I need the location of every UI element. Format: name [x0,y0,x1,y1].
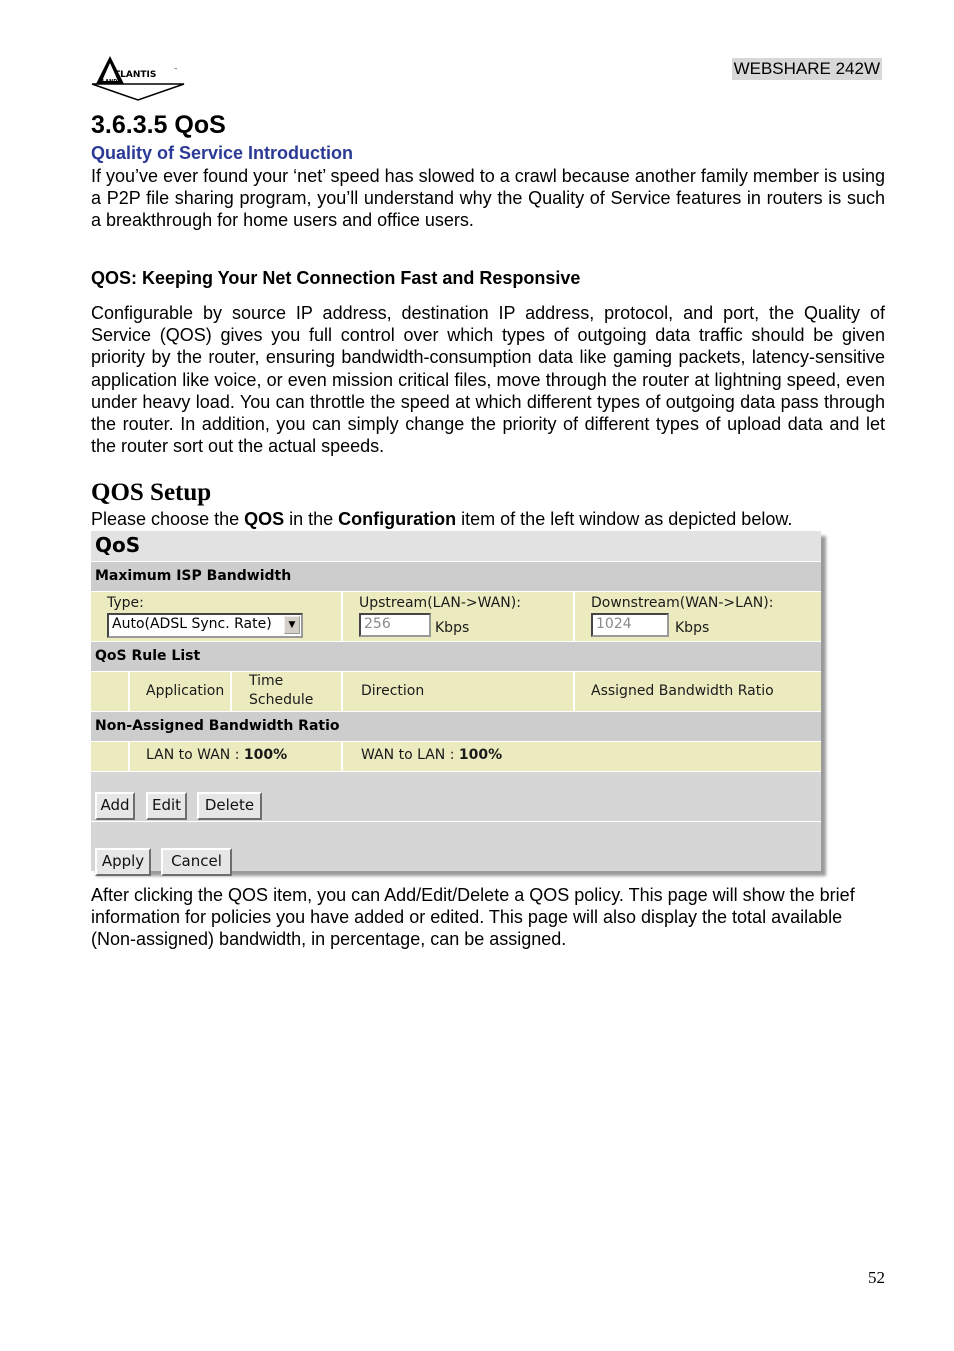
wan-to-lan-cell [341,742,821,771]
apply-button[interactable]: Apply [95,848,151,876]
downstream-cell [573,592,821,641]
max-bandwidth-row [91,591,821,641]
non-assigned-header: Non-Assigned Bandwidth Ratio [91,711,821,741]
setup-title: QOS Setup [91,479,212,506]
svg-text:LAND: LAND [102,79,118,85]
product-name: WEBSHARE 242W [733,59,880,78]
chevron-down-icon[interactable]: ▼ [284,616,300,634]
upstream-label: Upstream(LAN->WAN): [359,595,521,611]
col-time-schedule: Time Schedule [230,672,341,711]
col-application: Application [128,672,230,711]
rule-action-row [91,771,821,821]
setup-instruction: Please choose the QOS in the Configuration item of the left window as depicted below. [91,509,793,529]
type-label: Type: [107,595,144,611]
wan-to-lan-value: 100% [458,747,503,763]
lan-to-wan-value: 100% [243,747,288,763]
form-action-row [91,821,821,871]
cancel-button[interactable]: Cancel [161,848,232,876]
upstream-input[interactable]: 256 [359,613,431,637]
svg-text:™: ™ [174,67,178,72]
lan-to-wan-cell [128,742,341,771]
section-subtitle: Quality of Service Introduction [91,143,354,163]
upstream-unit: Kbps [435,620,470,636]
rule-list-columns [91,671,821,711]
type-select[interactable]: Auto(ADSL Sync. Rate) ▼ [107,613,303,638]
edit-button[interactable]: Edit [146,792,187,820]
downstream-unit: Kbps [675,620,710,636]
after-paragraph: After clicking the QOS item, you can Add/Edit/Delete a QOS policy. This page will show the brief information for policies you have added or edited. This page will also display the total available (Non-assigned) bandwidth, in percentage, can be assigned. [91,885,855,950]
page-number: 52 [868,1268,885,1287]
atlantis-logo [88,54,188,102]
qos-panel [91,531,821,871]
delete-button[interactable]: Delete [197,792,262,820]
keeping-paragraph: Configurable by source IP address, destination IP address, protocol, and port, the Quality of Service (QOS) gives you full control over which types of outgoing data traffic should be given priority by the router, ensuring bandwidth-consumption data like gaming packets, latency-sensitive application like voice, or even mission critical files, move through the router at lightning speed, even under heavy load. You can throttle the speed at which different types of outgoing data pass through the router. In addition, you can simply change the priority of different types of upload data and let the router sort out the actual speeds. [91,303,885,457]
keeping-heading: QOS: Keeping Your Net Connection Fast and Responsive [91,268,581,288]
max-bandwidth-header: Maximum ISP Bandwidth [91,561,821,591]
non-assigned-row [91,741,821,771]
col-assigned-ratio: Assigned Bandwidth Ratio [573,672,821,711]
section-title: 3.6.3.5 QoS [91,111,226,139]
col-direction: Direction [341,672,573,711]
downstream-label: Downstream(WAN->LAN): [591,595,774,611]
upstream-cell [341,592,573,641]
wan-to-lan-label: WAN to LAN : [361,747,455,763]
qos-panel-title: QoS [91,531,821,561]
downstream-input[interactable]: 1024 [591,613,669,637]
intro-paragraph: If you’ve ever found your ‘net’ speed has slowed to a crawl because another family member is using a P2P file sharing program, you’ll understand why the Quality of Service features in routers is such a breakthrough for home users and office users. [91,166,885,231]
svg-text:TLANTIS: TLANTIS [114,70,157,80]
lan-to-wan-label: LAN to WAN : [146,747,240,763]
add-button[interactable]: Add [95,792,135,820]
rule-list-header: QoS Rule List [91,641,821,671]
